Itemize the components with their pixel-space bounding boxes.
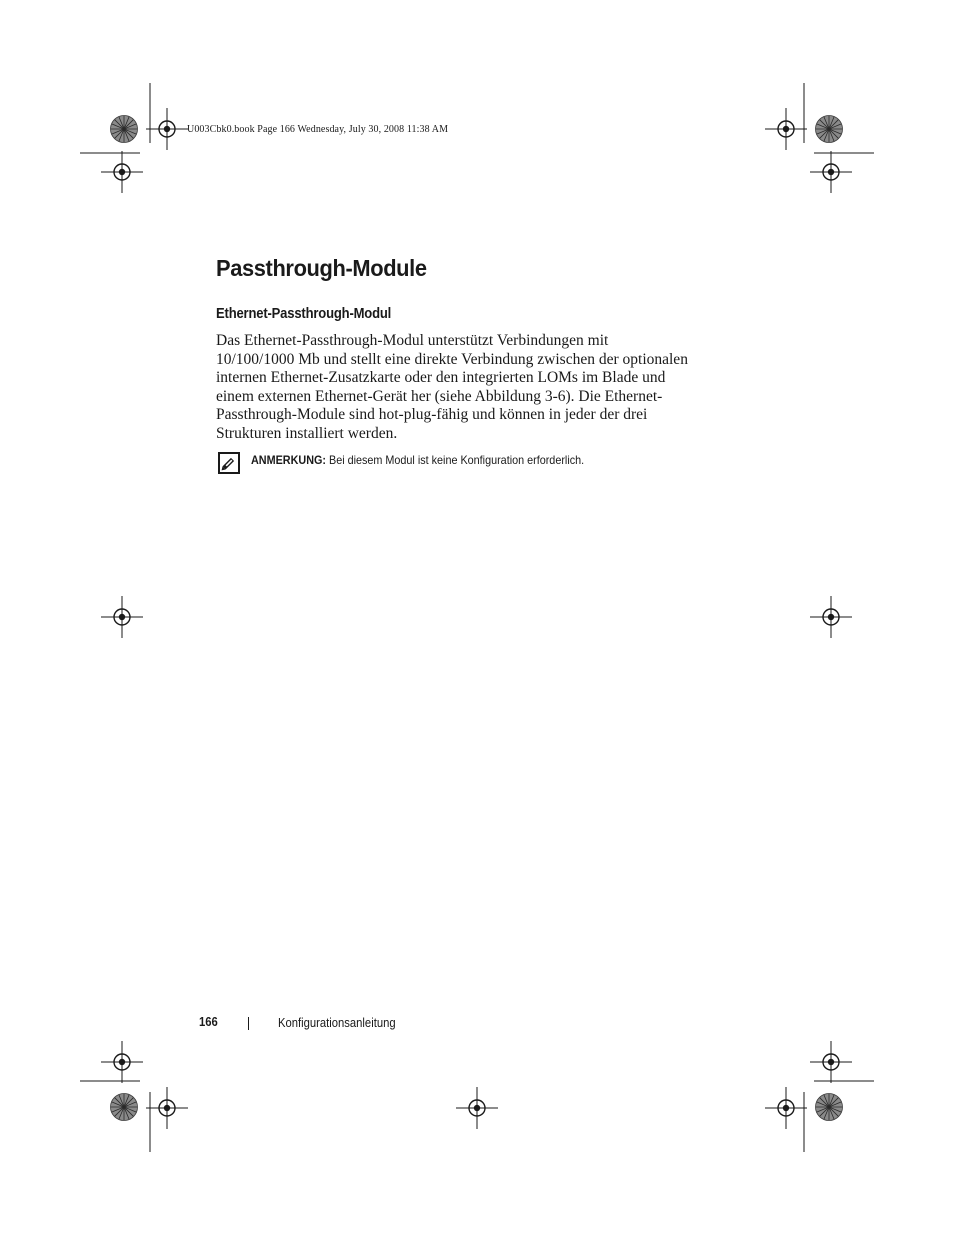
footer-page-number: 166 xyxy=(199,1015,218,1029)
body-line: Passthrough-Module sind hot-plug-fähig und können in jeder der drei xyxy=(216,406,648,424)
print-slug-line: U003Cbk0.book Page 166 Wednesday, July 30, 2008 11:38 AM xyxy=(187,124,449,135)
page-title: Passthrough-Module xyxy=(216,255,427,281)
body-line: einem externen Ethernet-Gerät her (siehe Abbildung 3-6). Die Ethernet- xyxy=(216,387,663,405)
pencil-note-icon xyxy=(218,452,240,474)
note-text: Bei diesem Modul ist keine Konfiguration erforderlich. xyxy=(325,453,585,467)
note-callout xyxy=(251,453,584,467)
body-line: internen Ethernet-Zusatzkarte oder den integrierten LOMs im Blade und xyxy=(216,369,666,387)
body-line: Das Ethernet-Passthrough-Modul unterstützt Verbindungen mit xyxy=(216,332,609,349)
footer-separator xyxy=(248,1017,249,1030)
section-heading: Ethernet-Passthrough-Modul xyxy=(216,306,392,322)
body-line: Strukturen installiert werden. xyxy=(216,424,398,442)
body-line: 10/100/1000 Mb und stellt eine direkte Verbindung zwischen der optionalen xyxy=(216,350,688,368)
note-label: ANMERKUNG: xyxy=(251,453,326,467)
footer-book-title: Konfigurationsanleitung xyxy=(278,1016,396,1030)
body-paragraph xyxy=(216,332,716,444)
